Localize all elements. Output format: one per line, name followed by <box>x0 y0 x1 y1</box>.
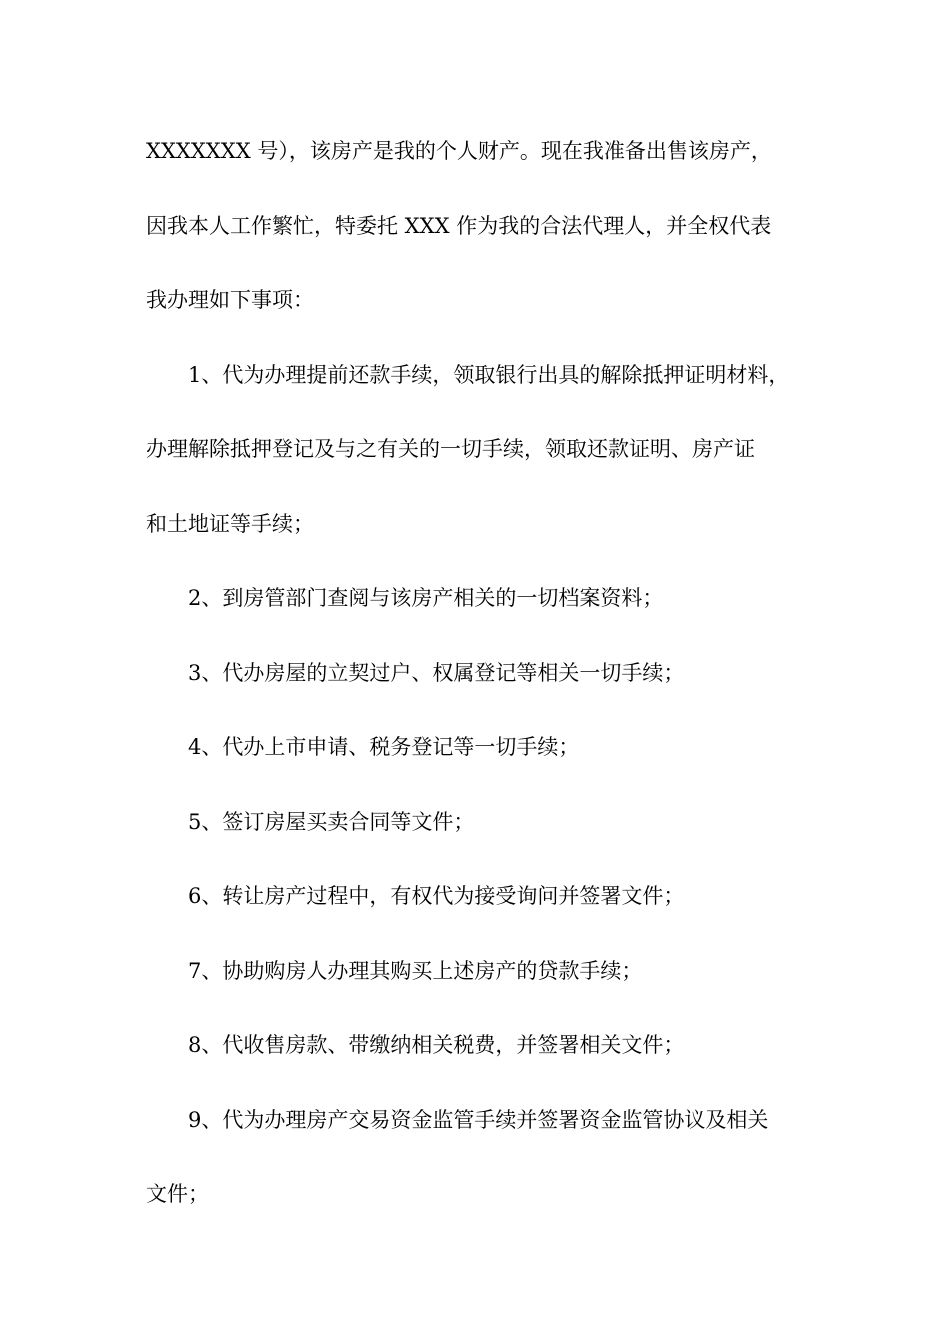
body-line: XXXXXXX 号），该房产是我的个人财产。现在我准备出售该房产， <box>146 139 772 163</box>
document-body <box>146 127 816 1245</box>
list-item-3: 3、代办房屋的立契过户、权属登记等相关一切手续； <box>188 660 685 685</box>
list-item-8: 8、代收售房款、带缴纳相关税费，并签署相关文件； <box>188 1033 685 1057</box>
list-item-9: 9、代为办理房产交易资金监管手续并签署资金监管协议及相关 <box>188 1107 769 1132</box>
list-item-2: 2、到房管部门查阅与该房产相关的一切档案资料； <box>188 586 664 610</box>
list-item-6: 6、转让房产过程中，有权代为接受询问并签署文件； <box>188 884 685 908</box>
body-line: 因我本人工作繁忙，特委托 XXX 作为我的合法代理人，并全权代表 <box>146 213 772 238</box>
body-line: 文件； <box>146 1182 209 1206</box>
list-item-1: 1、代为办理提前还款手续，领取银行出具的解除抵押证明材料， <box>188 362 790 387</box>
list-item-4: 4、代办上市申请、税务登记等一切手续； <box>188 735 580 759</box>
list-item-7: 7、协助购房人办理其购买上述房产的贷款手续； <box>188 958 643 983</box>
list-item-5: 5、签订房屋买卖合同等文件； <box>188 809 475 834</box>
body-line: 我办理如下事项： <box>146 288 314 312</box>
body-line: 和土地证等手续； <box>146 511 314 536</box>
body-line: 办理解除抵押登记及与之有关的一切手续，领取还款证明、房产证 <box>146 437 755 461</box>
